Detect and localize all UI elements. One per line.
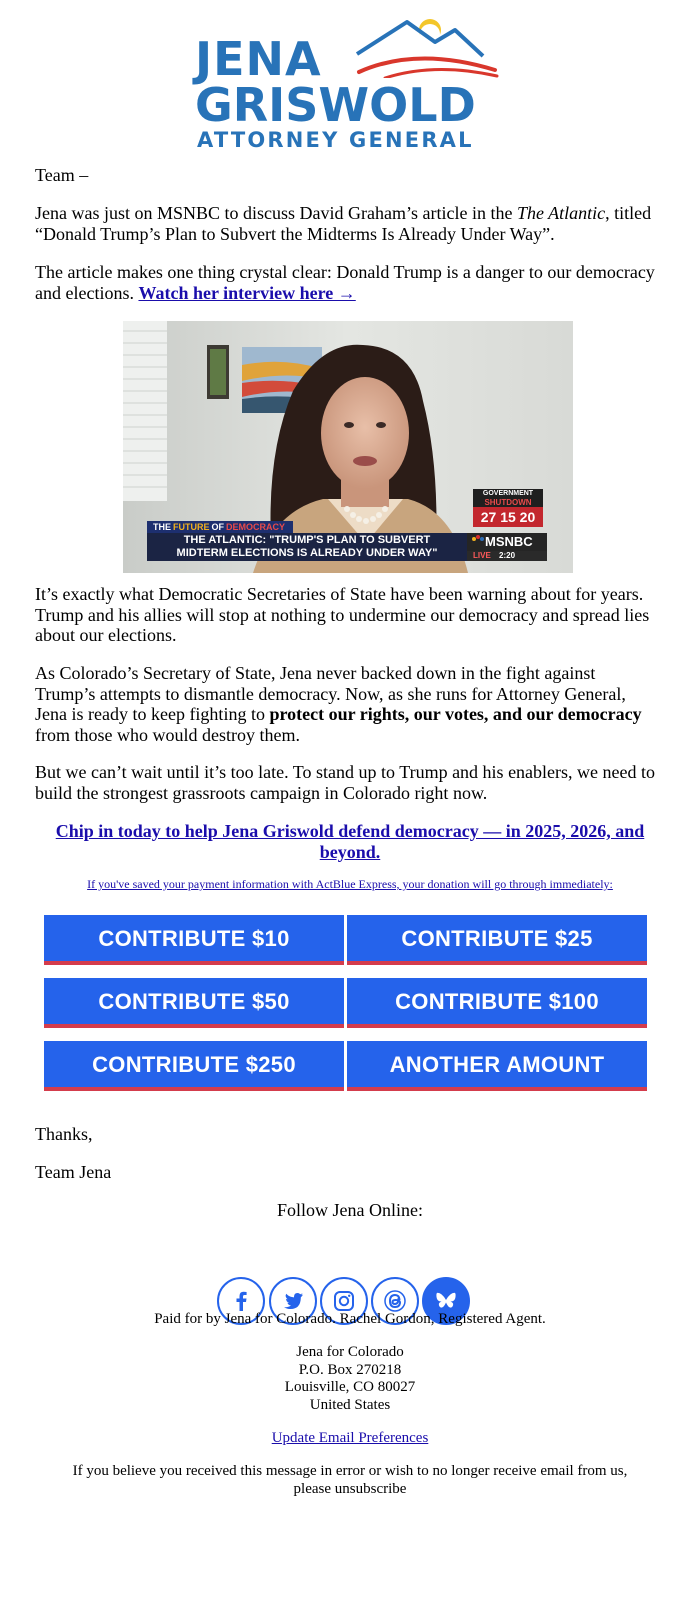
contribute-100-button[interactable]: CONTRIBUTE $100	[347, 978, 647, 1028]
publication-name: The Atlantic	[516, 203, 606, 223]
chyron-line-2: MIDTERM ELECTIONS IS ALREADY UNDER WAY"	[176, 547, 438, 559]
paragraph-intro-tail: , titled “Donald Trump’s Plan to Subvert the Midterms Is Already Under Way”.	[35, 203, 652, 244]
live-label: LIVE	[473, 551, 491, 560]
contribute-10-button[interactable]: CONTRIBUTE $10	[44, 915, 344, 965]
express-donation-link[interactable]: If you've saved your payment information with ActBlue Express, your donation will go through immediately:	[87, 877, 613, 891]
paragraph-warning: It’s exactly what Democratic Secretaries of State have been warning about for years. Trump and his allies will stop at nothing to undermine our democracy and spread lies about our elections.	[35, 584, 650, 645]
segment-tag-democracy: DEMOCRACY	[226, 522, 286, 532]
countdown-hours: 27	[480, 509, 497, 525]
segment-tag	[153, 521, 285, 533]
paragraph-record-text: As Colorado’s Secretary of State, Jena never backed down in the fight against Trump’s attempts to dismantle democracy. Now, as she runs for Attorney General, Jena is ready to keep fighting to	[35, 663, 626, 724]
paragraph-article-text: The article makes one thing crystal clear: Donald Trump is a danger to our democracy and elections.	[35, 262, 655, 303]
paragraph-article	[35, 262, 655, 303]
paragraph-record	[35, 663, 655, 745]
countdown-label-1: GOVERNMENT	[482, 490, 534, 497]
footer-org: Jena for Colorado	[296, 1344, 404, 1360]
live-indicator	[473, 551, 515, 561]
update-preferences-link[interactable]: Update Email Preferences	[271, 1430, 429, 1446]
paragraph-intro	[35, 203, 655, 244]
footer-po-box: P.O. Box 270218	[298, 1362, 402, 1378]
logo-office: ATTORNEY GENERAL	[197, 128, 474, 152]
contribute-50-button[interactable]: CONTRIBUTE $50	[44, 978, 344, 1028]
paid-for-disclaimer: Paid for by Jena for Colorado. Rachel Gordon, Registered Agent.	[154, 1311, 546, 1327]
campaign-logo	[195, 16, 505, 156]
signoff-thanks: Thanks,	[35, 1124, 93, 1144]
countdown-minutes: 15	[500, 509, 516, 525]
unsubscribe-link[interactable]: please unsubscribe	[293, 1481, 407, 1497]
follow-heading: Follow Jena Online:	[277, 1200, 423, 1220]
another-amount-button[interactable]: ANOTHER AMOUNT	[347, 1041, 647, 1091]
donation-cta-link[interactable]: Chip in today to help Jena Griswold defend democracy — in 2025, 2026, and beyond.	[55, 821, 645, 862]
countdown-seconds: 20	[519, 509, 536, 525]
segment-tag-the: THE	[153, 522, 171, 532]
segment-tag-of: OF	[211, 522, 224, 532]
network-logo: MSNBC	[485, 534, 533, 549]
contribute-25-button[interactable]: CONTRIBUTE $25	[347, 915, 647, 965]
countdown-label-2: SHUTDOWN	[484, 498, 532, 507]
footer-city: Louisville, CO 80027	[284, 1379, 416, 1395]
signoff-team: Team Jena	[35, 1162, 112, 1182]
paragraph-urgency: But we can’t wait until it’s too late. To stand up to Trump and his enablers, we need to build the strongest grassroots campaign in Colorado right now.	[35, 762, 655, 803]
update-preferences	[35, 1429, 665, 1447]
express-donation-note	[35, 877, 665, 892]
paragraph-record-tail: from those who would destroy them.	[35, 724, 300, 745]
paragraph-intro-text: Jena was just on MSNBC to discuss David Graham’s article in the	[35, 203, 517, 223]
greeting: Team –	[35, 165, 89, 185]
contribute-250-button[interactable]: CONTRIBUTE $250	[44, 1041, 344, 1091]
donation-cta	[35, 821, 665, 862]
interview-video-thumbnail[interactable]	[123, 321, 573, 573]
logo-last-name: GRISWOLD	[195, 78, 476, 132]
logo-first-name: JENA	[195, 32, 322, 86]
footer-country: United States	[309, 1397, 391, 1413]
segment-tag-future: FUTURE	[173, 522, 210, 532]
mountain-logo-icon	[355, 16, 505, 78]
live-time: 2:20	[499, 551, 516, 560]
paragraph-record-bold: protect our rights, our votes, and our democracy	[269, 704, 642, 724]
chyron-line-1: THE ATLANTIC: "TRUMP'S PLAN TO SUBVERT	[183, 534, 431, 546]
countdown-timer	[473, 508, 543, 526]
watch-interview-link[interactable]: Watch her interview here →	[138, 282, 356, 303]
unsubscribe-notice: If you believe you received this message in error or wish to no longer receive email from us,	[72, 1463, 628, 1479]
